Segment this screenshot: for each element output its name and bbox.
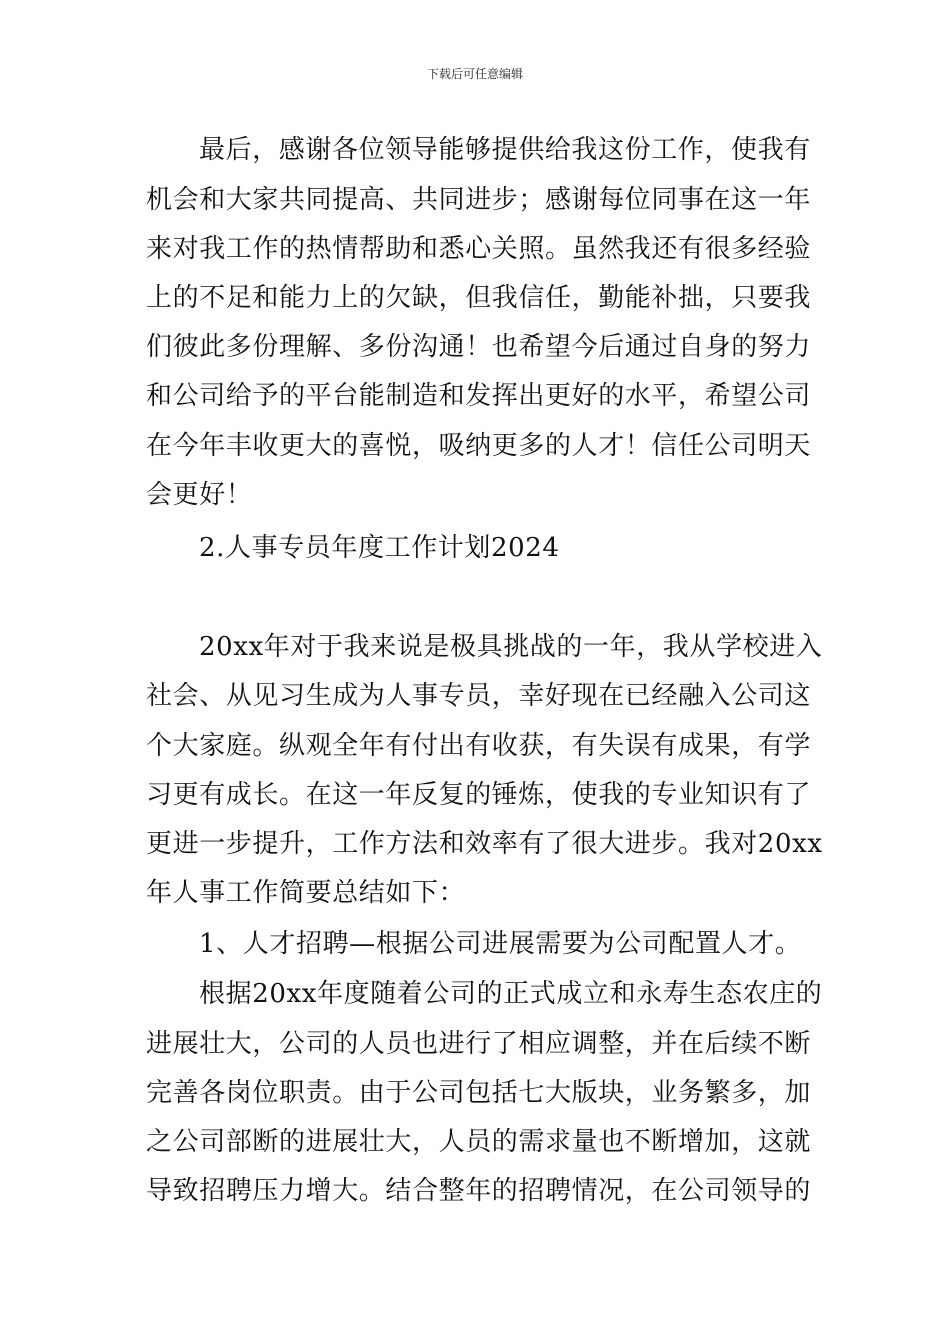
paragraph-line: 根据20xx年度随着公司的正式成立和永寿生态农庄的 bbox=[199, 979, 823, 1009]
paragraph-line: 和公司给予的平台能制造和发挥出更好的水平，希望公司 bbox=[146, 381, 812, 411]
paragraph-line: 上的不足和能力上的欠缺，但我信任，勤能补拙，只要我 bbox=[146, 283, 812, 313]
paragraph-line: 社会、从见习生成为人事专员，幸好现在已经融入公司这 bbox=[146, 681, 812, 711]
paragraph-line: 进展壮大，公司的人员也进行了相应调整，并在后续不断 bbox=[146, 1029, 812, 1059]
page-header: 下载后可任意编辑 bbox=[426, 67, 523, 81]
paragraph-line: 完善各岗位职责。由于公司包括七大版块，业务繁多，加 bbox=[146, 1078, 812, 1108]
paragraph-line: 们彼此多份理解、多份沟通！也希望今后通过自身的努力 bbox=[146, 332, 812, 362]
paragraph-line: 会更好！ bbox=[146, 480, 253, 510]
section-heading: 2.人事专员年度工作计划2024 bbox=[199, 533, 560, 563]
paragraph-line: 来对我工作的热情帮助和悉心关照。虽然我还有很多经验 bbox=[146, 234, 812, 264]
paragraph-line: 个大家庭。纵观全年有付出有收获，有失误有成果，有学 bbox=[146, 731, 812, 761]
paragraph-line: 之公司部断的进展壮大，人员的需求量也不断增加，这就 bbox=[146, 1127, 812, 1157]
paragraph-line: 在今年丰收更大的喜悦，吸纳更多的人才！信任公司明天 bbox=[146, 431, 812, 461]
paragraph-line: 年人事工作简要总结如下： bbox=[146, 878, 466, 908]
paragraph-line: 习更有成长。在这一年反复的锤炼，使我的专业知识有了 bbox=[146, 780, 812, 810]
paragraph-line: 机会和大家共同提高、共同进步；感谢每位同事在这一年 bbox=[146, 185, 812, 215]
paragraph-line: 20xx年对于我来说是极具挑战的一年，我从学校进入 bbox=[199, 632, 823, 662]
paragraph-line: 最后，感谢各位领导能够提供给我这份工作，使我有 bbox=[199, 135, 811, 165]
list-item-heading: 1、人才招聘—根据公司进展需要为公司配置人才。 bbox=[199, 929, 802, 959]
paragraph-line: 更进一步提升，工作方法和效率有了很大进步。我对20xx bbox=[146, 829, 823, 859]
paragraph-line: 导致招聘压力增大。结合整年的招聘情况，在公司领导的 bbox=[146, 1176, 812, 1206]
